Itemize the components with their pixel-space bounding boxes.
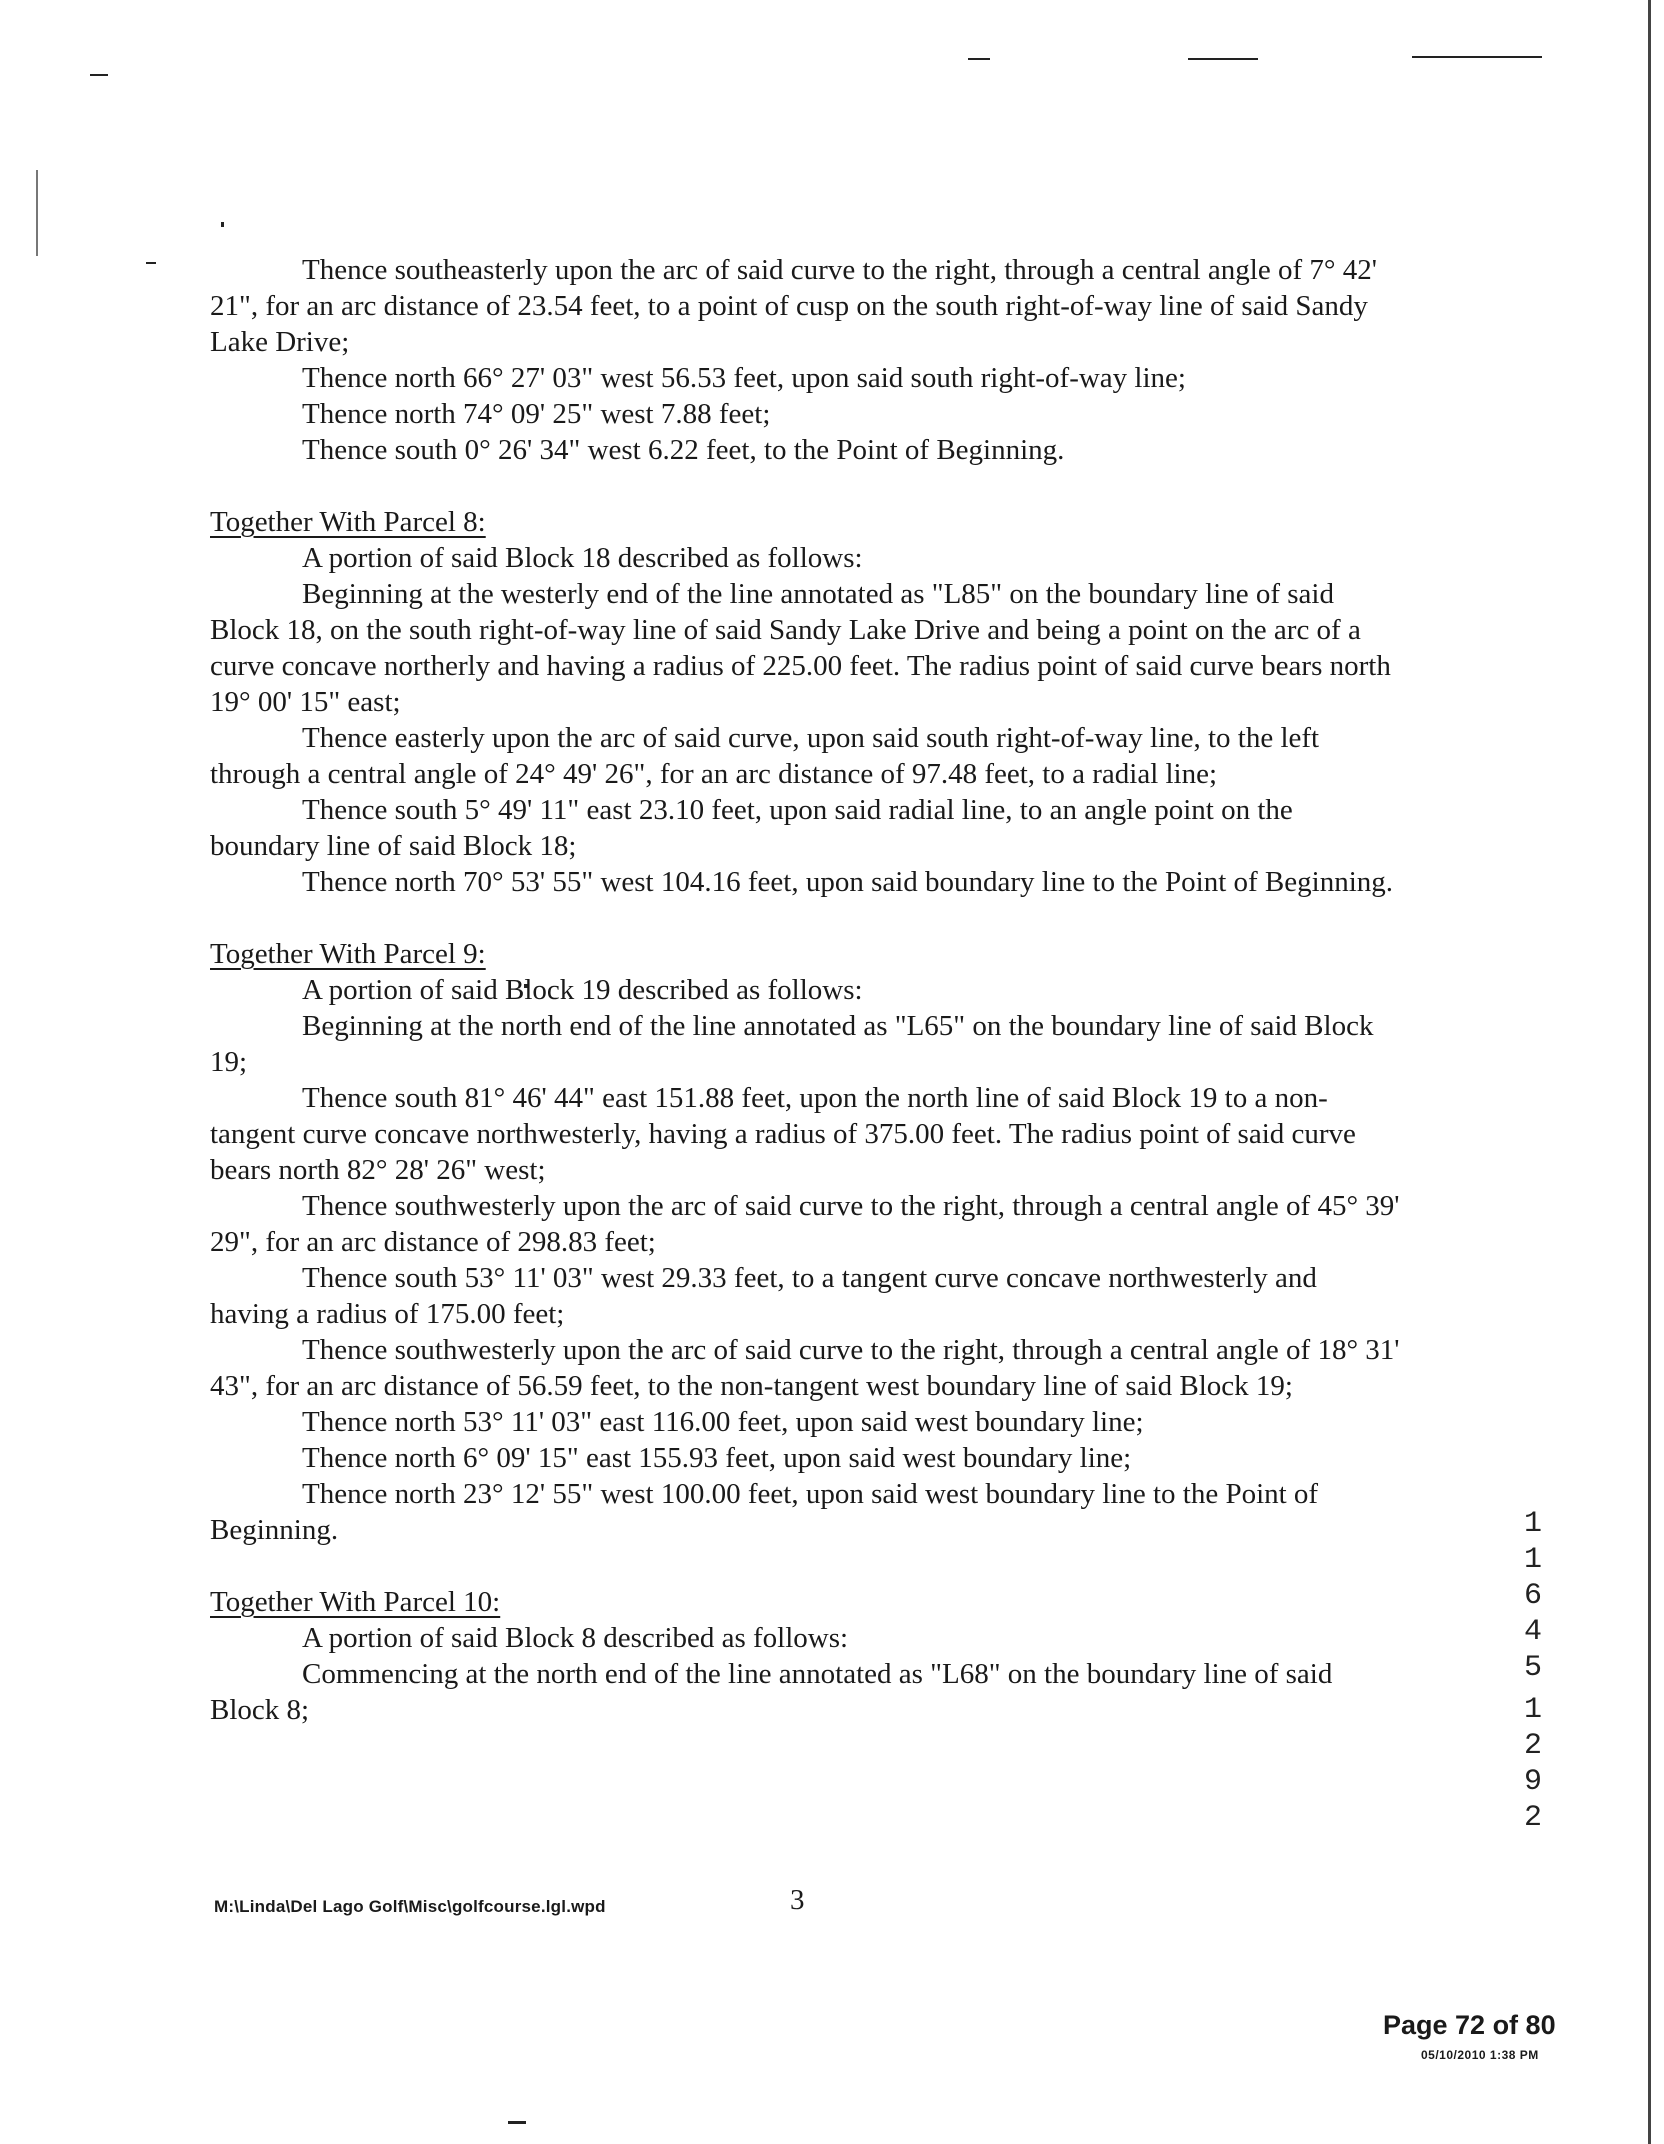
stamp-digit: 6: [1523, 1579, 1542, 1613]
paragraph: Thence south 5° 49' 11" east 23.10 feet, upon said radial line, to an angle point on the boundary line of said Block 18;: [210, 794, 1293, 862]
paragraph: A portion of said Block 19 described as follows:: [302, 974, 863, 1006]
stamp-digit: 5: [1523, 1651, 1542, 1685]
stamp-digit: 1: [1523, 1693, 1542, 1727]
scan-mark: [221, 222, 224, 227]
parcel-9-section: [210, 936, 1400, 1548]
legal-description: [210, 252, 1400, 1728]
paragraph: Thence south 0° 26' 34" west 6.22 feet, to the Point of Beginning.: [302, 434, 1065, 466]
parcel-8-section: [210, 504, 1400, 900]
scan-mark: [1412, 56, 1542, 58]
paragraph: A portion of said Block 8 described as follows:: [302, 1622, 849, 1654]
print-timestamp: 05/10/2010 1:38 PM: [1421, 2048, 1539, 2062]
paragraph: A portion of said Block 18 described as follows:: [302, 542, 863, 574]
scan-edge: [1648, 0, 1651, 2144]
page-of-total: Page 72 of 80: [1383, 2010, 1556, 2040]
paragraph: Thence north 6° 09' 15" east 155.93 feet, upon said west boundary line;: [302, 1442, 1132, 1474]
paragraph: Thence north 70° 53' 55" west 104.16 feet, upon said boundary line to the Point of Beginning.: [302, 866, 1394, 898]
paragraph: Thence north 66° 27' 03" west 56.53 feet, upon said south right-of-way line;: [302, 362, 1186, 394]
paragraph: Beginning at the north end of the line annotated as "L65" on the boundary line of said Block 19;: [210, 1010, 1374, 1078]
stamp-digit: 1: [1523, 1507, 1542, 1541]
parcel-10-section: [210, 1584, 1400, 1728]
scan-mark: [1188, 58, 1258, 60]
stamp-digit: 1: [1523, 1543, 1542, 1577]
paragraph: Thence north 23° 12' 55" west 100.00 feet, upon said west boundary line to the Point of Beginning.: [210, 1478, 1319, 1546]
paragraph: Thence south 81° 46' 44" east 151.88 feet, upon the north line of said Block 19 to a non-tangent curve concave northwesterly, having a radius of 375.00 feet. The radius point of said curve bears north 82° 28' 26" west;: [210, 1082, 1356, 1186]
stamp-digit: 2: [1523, 1801, 1542, 1835]
paragraph: Thence north 53° 11' 03" east 116.00 feet, upon said west boundary line;: [302, 1406, 1144, 1438]
page-number: 3: [790, 1884, 805, 1916]
paragraph: Thence southwesterly upon the arc of said curve to the right, through a central angle of 18° 31' 43", for an arc distance of 56.59 feet, to the non-tangent west boundary line of said Block 19;: [210, 1334, 1400, 1402]
paragraph: Thence southwesterly upon the arc of said curve to the right, through a central angle of 45° 39' 29", for an arc distance of 298.83 feet;: [210, 1190, 1400, 1258]
scan-mark: [508, 2121, 526, 2124]
scan-mark: [36, 170, 38, 256]
parcel-heading: Together With Parcel 8:: [210, 506, 486, 538]
paragraph: Thence southeasterly upon the arc of said curve to the right, through a central angle of 7° 42' 21", for an arc distance of 23.54 feet, to a point of cusp on the south right-of-way line of said Sandy Lake Drive;: [210, 254, 1377, 358]
parcel-heading: Together With Parcel 10:: [210, 1586, 501, 1618]
paragraph: Thence north 74° 09' 25" west 7.88 feet;: [302, 398, 771, 430]
scan-mark: [146, 262, 156, 264]
file-path: M:\Linda\Del Lago Golf\Misc\golfcourse.lgl.wpd: [214, 1897, 606, 1916]
scan-mark: [90, 74, 108, 76]
stamp-digit: 4: [1523, 1615, 1542, 1649]
paragraph: Beginning at the westerly end of the line annotated as "L85" on the boundary line of said Block 18, on the south right-of-way line of said Sandy Lake Drive and being a point on the arc of a curve concave northerly and having a radius of 225.00 feet. The radius point of said curve bears north 19° 00' 15" east;: [210, 578, 1391, 718]
stamp-digit: 9: [1523, 1765, 1542, 1799]
paragraph: Thence easterly upon the arc of said curve, upon said south right-of-way line, to the left through a central angle of 24° 49' 26", for an arc distance of 97.48 feet, to a radial line;: [210, 722, 1320, 790]
stamp-digit: 2: [1523, 1729, 1542, 1763]
scan-mark: [968, 58, 990, 60]
book-number-stamp: [1518, 1506, 1548, 1686]
paragraph: Commencing at the north end of the line annotated as "L68" on the boundary line of said Block 8;: [210, 1658, 1333, 1726]
parcel-heading: Together With Parcel 9:: [210, 938, 486, 970]
page-number-stamp: [1518, 1692, 1548, 1836]
paragraph: Thence south 53° 11' 03" west 29.33 feet, to a tangent curve concave northwesterly and having a radius of 175.00 feet;: [210, 1262, 1317, 1330]
